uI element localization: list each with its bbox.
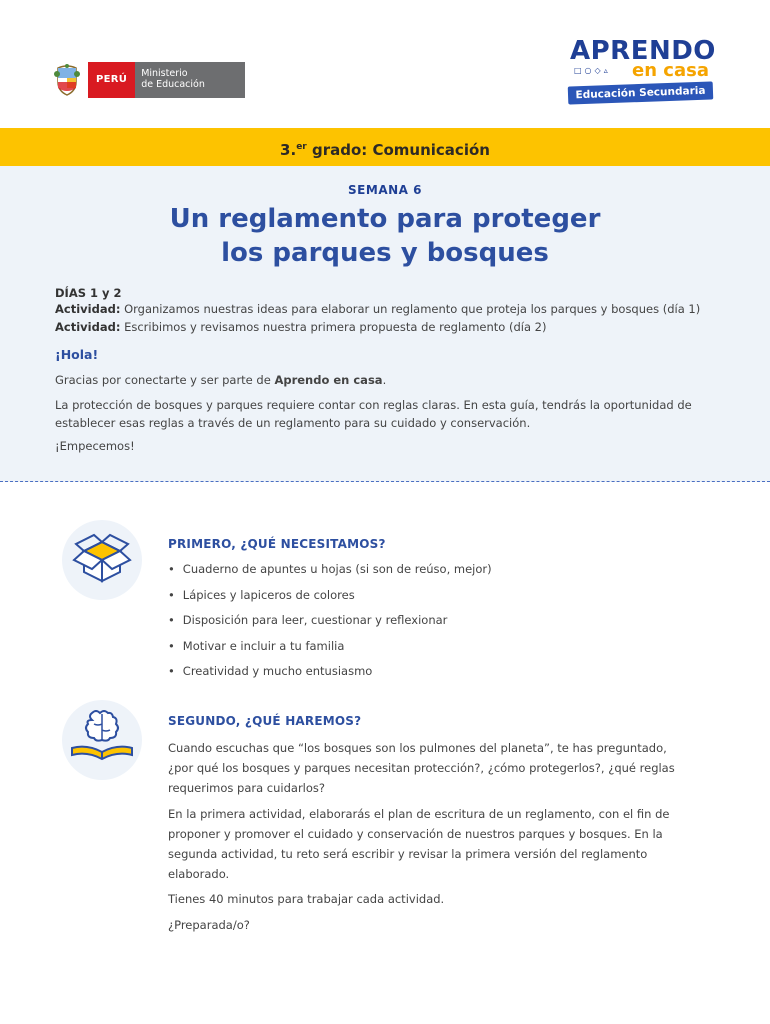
ministry-label [135,62,245,98]
thanks-pre: Gracias por conectarte y ser parte de [55,373,275,387]
page-title [0,202,770,270]
logo-line2: en casa [632,60,709,81]
aprendo-en-casa-logo [566,36,716,108]
section-divider [0,481,770,482]
logo-line1: APRENDO [570,36,716,66]
thanks-text [55,371,720,389]
peru-coat-of-arms-icon [52,64,82,96]
second-section-title: SEGUNDO, ¿QUÉ HAREMOS? [168,714,362,728]
second-paragraph-3: Tienes 40 minutos para trabajar cada actividad. [168,892,445,906]
logo-line3: Educación Secundaria [568,81,714,104]
thanks-bold: Aprendo en casa [274,373,383,387]
week-label: SEMANA 6 [348,183,422,197]
title-line1: Un reglamento para proteger [169,204,601,234]
list-item: • Cuaderno de apuntes u hojas (si son de reúso, mejor) [168,560,492,586]
page-header [0,0,770,128]
activity-1 [55,302,700,316]
thanks-post: . [382,373,387,387]
grade-sup: er [296,142,307,152]
brain-icon-circle [62,700,142,780]
open-box-icon [62,520,142,600]
ministry-line2: de Educación [141,79,205,90]
peru-label: PERÚ [88,62,135,98]
logo-dots: □○◇▵ [574,66,611,75]
title-line2: los parques y bosques [221,238,549,268]
list-item: • Disposición para leer, cuestionar y reflexionar [168,611,492,637]
activity-label: Actividad: [55,302,121,316]
ministry-line1: Ministerio [141,68,188,79]
activity-1-text: Organizamos nuestras ideas para elaborar un reglamento que proteja los parques y bosques (día 1) [120,302,701,316]
list-item: • Motivar e incluir a tu familia [168,637,492,663]
list-item: • Creatividad y mucho entusiasmo [168,662,492,688]
second-paragraph-2: En la primera actividad, elaborarás el plan de escritura de un reglamento, con el fin de proponer y promover el cuidado y conservación de nuestros parques y bosques. En la segunda actividad, tu reto será escribir y revisar la primera versión del reglamento elaborado. [168,807,670,881]
materials-list [168,560,492,688]
list-item: • Lápices y lapiceros de colores [168,586,492,612]
government-logo [52,62,245,98]
start-text: ¡Empecemos! [55,439,135,453]
grade-rest: grado: Comunicación [306,141,490,159]
activity-2-text: Escribimos y revisamos nuestra primera propuesta de reglamento (día 2) [120,320,547,334]
intro-paragraph: La protección de bosques y parques requiere contar con reglas claras. En esta guía, tendrás la oportunidad de establecer esas reglas a través de un reglamento para su cuidado y conservación. [55,398,692,430]
activity-2 [55,320,546,334]
greeting: ¡Hola! [55,347,99,362]
first-section-title: PRIMERO, ¿QUÉ NECESITAMOS? [168,537,386,551]
second-paragraph-1: Cuando escuchas que “los bosques son los pulmones del planeta”, te has preguntado, ¿por qué los bosques y parques necesitan protección?, ¿cómo protegerlos?, ¿qué reglas requerimos para cuidarlos? [168,741,675,795]
box-icon-circle [62,520,142,600]
activity-label: Actividad: [55,320,121,334]
grade-prefix: 3. [280,141,297,159]
brain-book-icon [62,700,142,780]
grade-banner [0,128,770,166]
second-paragraph-4: ¿Preparada/o? [168,918,250,932]
days-label: DÍAS 1 y 2 [55,286,122,300]
